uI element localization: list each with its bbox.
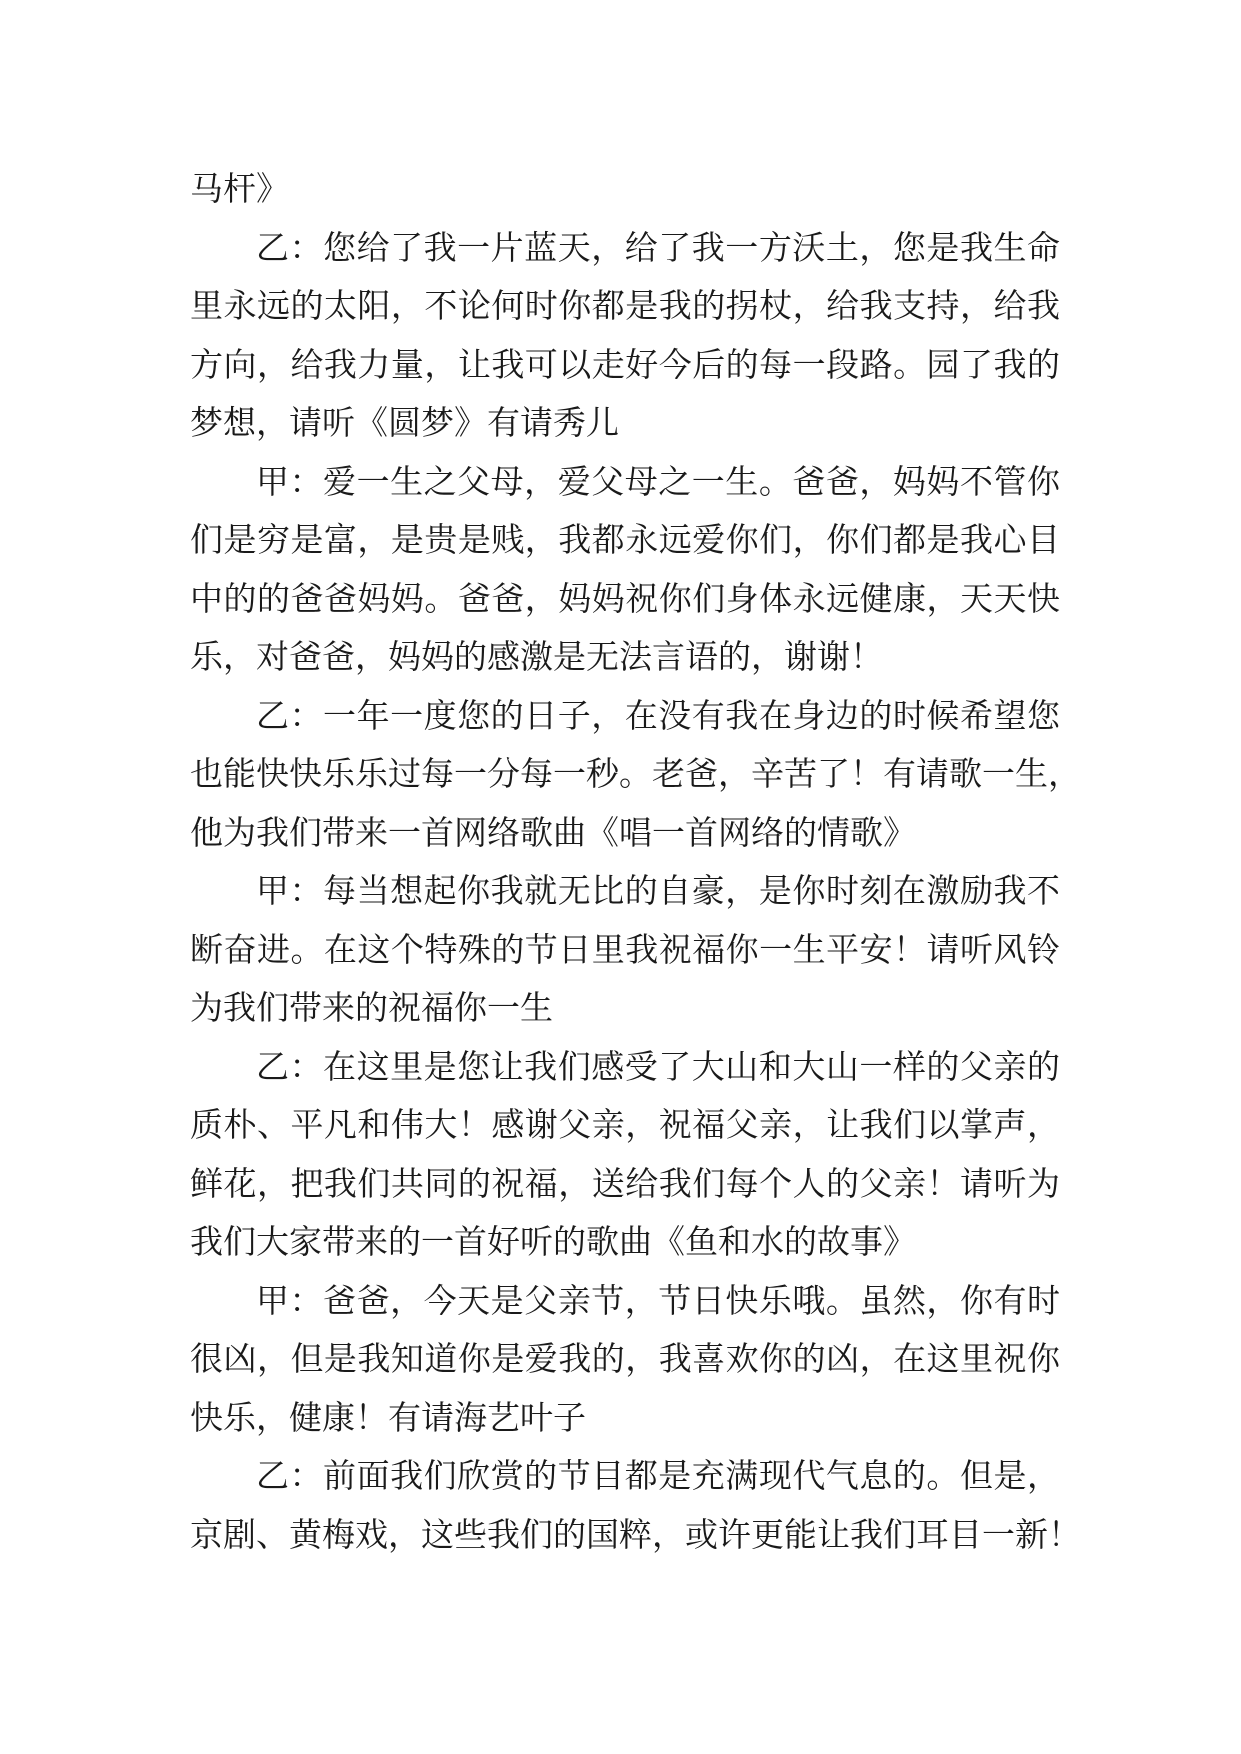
text-line: 我们大家带来的一首好听的歌曲《鱼和水的故事》 — [190, 1222, 916, 1261]
text-line: 乙：您给了我一片蓝天，给了我一方沃土，您是我生命 — [256, 227, 1060, 267]
text-line: 鲜花，把我们共同的祝福，送给我们每个人的父亲！请听为 — [190, 1163, 1060, 1203]
text-line: 京剧、黄梅戏，这些我们的国粹，或许更能让我们耳目一新！ — [190, 1514, 1081, 1554]
text-line: 乙：一年一度您的日子，在没有我在身边的时候希望您 — [256, 695, 1060, 735]
text-line: 方向，给我力量，让我可以走好今后的每一段路。园了我的 — [190, 344, 1060, 384]
text-line: 甲：爱一生之父母，爱父母之一生。爸爸，妈妈不管你 — [256, 461, 1060, 501]
text-line: 们是穷是富，是贵是贱，我都永远爱你们，你们都是我心目 — [190, 520, 1060, 559]
text-line: 快乐，健康！有请海艺叶子 — [190, 1397, 586, 1437]
text-line: 甲：每当想起你我就无比的自豪，是你时刻在激励我不 — [256, 871, 1060, 910]
document-body — [190, 160, 1081, 1564]
text-line: 为我们带来的祝福你一生 — [190, 988, 553, 1027]
text-line: 也能快快乐乐过每一分每一秒。老爸，辛苦了！有请歌一生， — [190, 754, 1081, 793]
text-line: 马杆》 — [190, 169, 289, 208]
text-line: 质朴、平凡和伟大！感谢父亲，祝福父亲，让我们以掌声， — [190, 1105, 1060, 1144]
text-line: 梦想，请听《圆梦》有请秀儿 — [190, 403, 619, 442]
text-line: 乙：在这里是您让我们感受了大山和大山一样的父亲的 — [256, 1046, 1060, 1086]
text-line: 他为我们带来一首网络歌曲《唱一首网络的情歌》 — [190, 812, 916, 852]
text-line: 很凶，但是我知道你是爱我的，我喜欢你的凶，在这里祝你 — [190, 1339, 1060, 1378]
text-line: 中的的爸爸妈妈。爸爸，妈妈祝你们身体永远健康，天天快 — [190, 578, 1060, 618]
text-line: 甲：爸爸，今天是父亲节，节日快乐哦。虽然，你有时 — [256, 1280, 1060, 1320]
text-line: 断奋进。在这个特殊的节日里我祝福你一生平安！请听风铃 — [190, 929, 1060, 969]
text-line: 乙：前面我们欣赏的节目都是充满现代气息的。但是， — [256, 1456, 1060, 1495]
text-line: 里永远的太阳，不论何时你都是我的拐杖，给我支持，给我 — [190, 286, 1060, 325]
text-line: 乐，对爸爸，妈妈的感激是无法言语的，谢谢！ — [190, 637, 883, 676]
